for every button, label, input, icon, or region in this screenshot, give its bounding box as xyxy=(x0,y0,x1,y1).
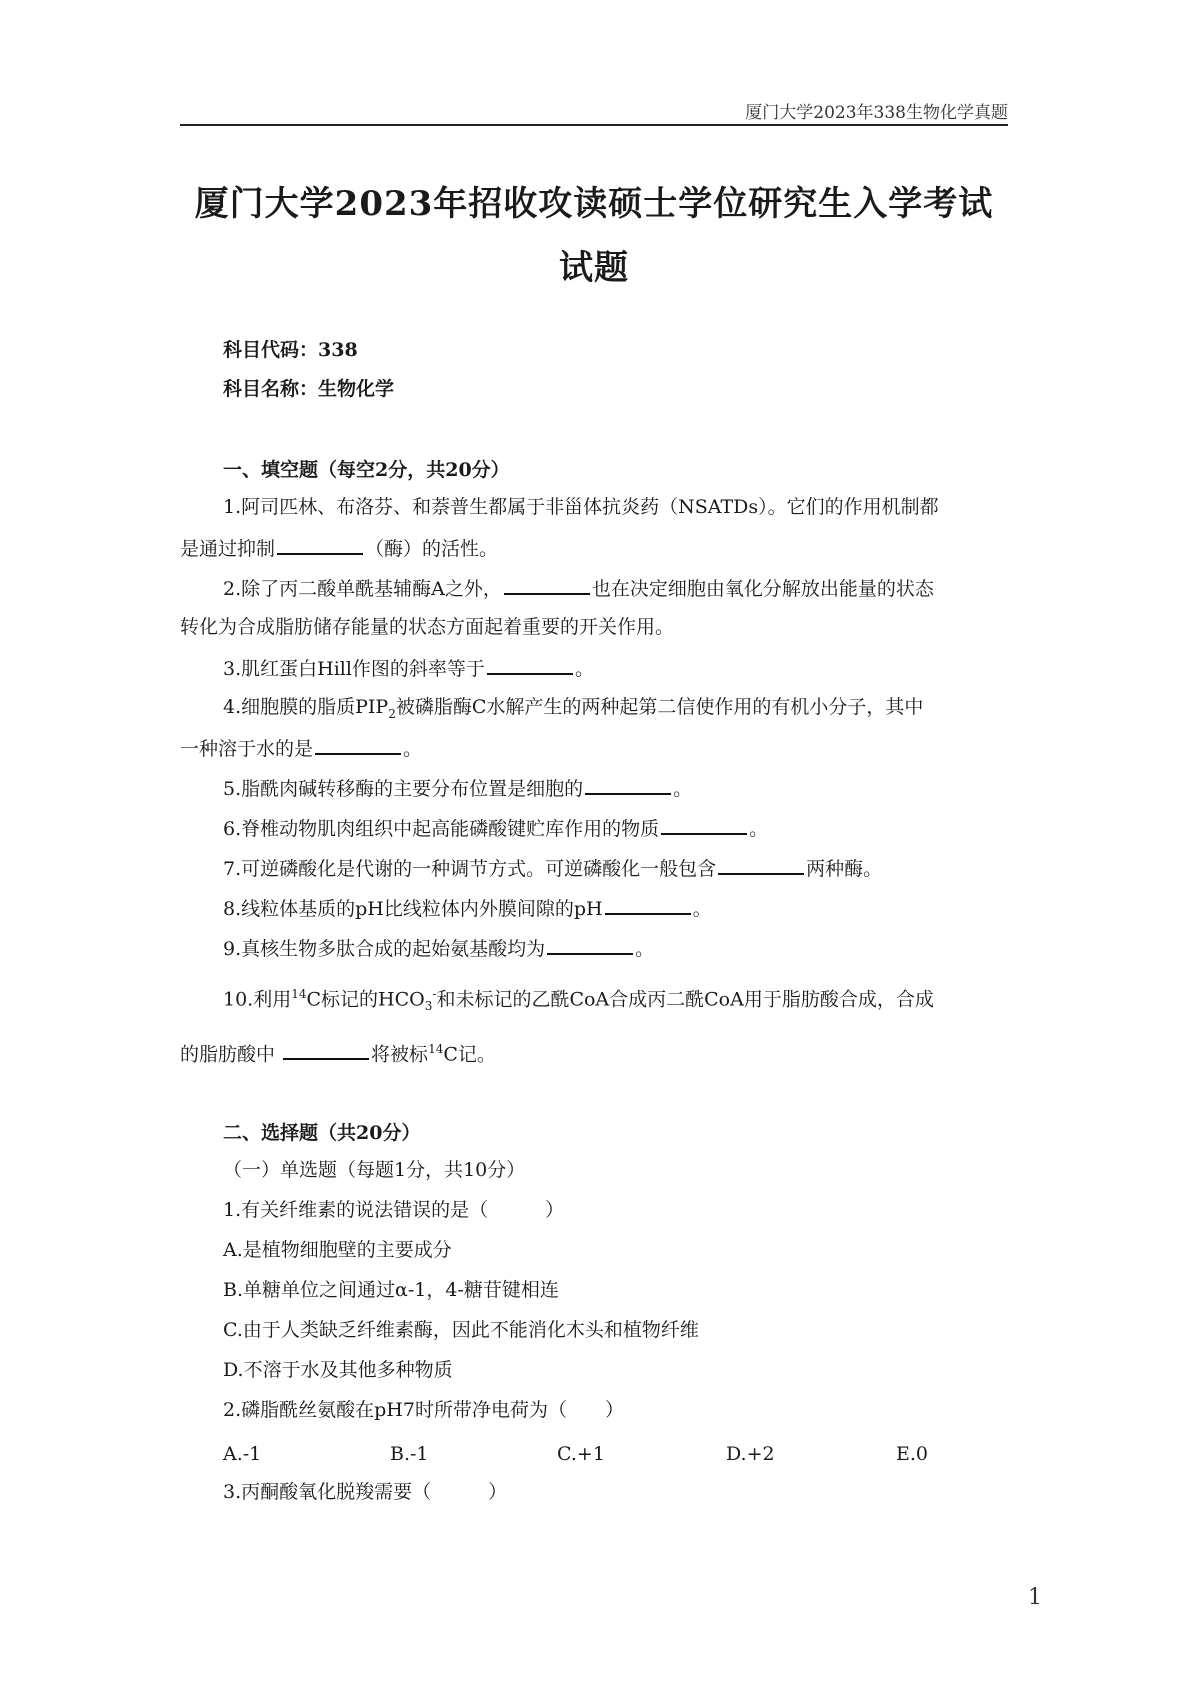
title-line-1: 厦门大学2023年招收攻读硕士学位研究生入学考试 xyxy=(194,184,994,224)
answer-blank xyxy=(547,935,633,955)
answer-blank xyxy=(487,655,573,675)
text: 。 xyxy=(635,938,655,960)
fill-q5 xyxy=(223,775,692,801)
exam-title xyxy=(150,172,1038,300)
text: 将被标 xyxy=(371,1043,429,1066)
text: 6.脊椎动物肌肉组织中起高能磷酸键贮库作用的物质 xyxy=(223,818,660,840)
subject-code: 科目代码：338 xyxy=(223,339,358,361)
fill-q9 xyxy=(223,935,654,961)
fill-q4-line2 xyxy=(180,735,422,761)
superscript: - xyxy=(432,987,437,1001)
text: 也在决定细胞由氧化分解放出能量的状态 xyxy=(591,578,934,600)
text: 。 xyxy=(574,658,594,680)
choice-q2-option-b: B.-1 xyxy=(390,1443,429,1465)
choice-q1-option-c: C.由于人类缺乏纤维素酶，因此不能消化木头和植物纤维 xyxy=(223,1319,699,1341)
text: 7.可逆磷酸化是代谢的一种调节方式。可逆磷酸化一般包含 xyxy=(223,858,717,880)
fill-q2-line1 xyxy=(223,575,934,601)
text: 是通过抑制 xyxy=(180,538,276,560)
fill-q8 xyxy=(223,895,712,921)
answer-blank xyxy=(718,855,804,875)
section-2-heading: 二、选择题（共20分） xyxy=(223,1122,421,1144)
text: 9.真核生物多肽合成的起始氨基酸均为 xyxy=(223,938,546,960)
section-1-heading: 一、填空题（每空2分，共20分） xyxy=(223,459,510,481)
choice-q2-option-a: A.-1 xyxy=(223,1443,262,1465)
text: C记。 xyxy=(443,1043,496,1066)
text: 。 xyxy=(403,738,423,760)
choice-q1-option-d: D.不溶于水及其他多种物质 xyxy=(223,1359,453,1381)
answer-blank xyxy=(605,895,691,915)
text: 一种溶于水的是 xyxy=(180,738,314,760)
header-rule xyxy=(180,124,1008,126)
choice-q3: 3.丙酮酸氧化脱羧需要（ ） xyxy=(223,1481,508,1503)
choice-q2-option-d: D.+2 xyxy=(726,1443,775,1465)
answer-blank xyxy=(315,735,401,755)
text: 两种酶。 xyxy=(806,858,883,880)
text: 10.利用 xyxy=(223,988,292,1011)
subject-name: 科目名称：生物化学 xyxy=(223,378,395,400)
text: 。 xyxy=(749,818,769,840)
fill-q4-line1 xyxy=(223,695,923,726)
text: （酶）的活性。 xyxy=(365,538,499,560)
fill-q2-line2: 转化为合成脂肪储存能量的状态方面起着重要的开关作用。 xyxy=(180,616,675,638)
fill-q10-line2 xyxy=(180,1037,496,1066)
answer-blank xyxy=(504,575,590,595)
fill-q1-line2 xyxy=(180,535,498,561)
choice-q1-option-a: A.是植物细胞壁的主要成分 xyxy=(223,1239,452,1261)
text: C标记的HCO xyxy=(306,988,425,1011)
subscript: 2 xyxy=(388,706,396,721)
fill-q1-line1: 1.阿司匹林、布洛芬、和萘普生都属于非甾体抗炎药（NSATDs）。它们的作用机制都 xyxy=(223,496,939,518)
single-choice-subheading: （一）单选题（每题1分，共10分） xyxy=(223,1159,526,1181)
text: 的脂肪酸中 xyxy=(180,1043,282,1066)
answer-blank xyxy=(585,775,671,795)
text: 3.肌红蛋白Hill作图的斜率等于 xyxy=(223,658,485,680)
page-number: 1 xyxy=(1028,1585,1042,1610)
text: 8.线粒体基质的pH比线粒体内外膜间隙的pH xyxy=(223,898,603,920)
choice-q2: 2.磷脂酰丝氨酸在pH7时所带净电荷为（ ） xyxy=(223,1399,624,1421)
text: 4.细胞膜的脂质PIP xyxy=(223,696,389,718)
text: 。 xyxy=(673,778,693,800)
answer-blank xyxy=(283,1040,369,1060)
fill-q10-line1 xyxy=(223,982,934,1018)
choice-q2-option-c: C.+1 xyxy=(557,1443,605,1465)
answer-blank xyxy=(661,815,747,835)
running-header: 厦门大学2023年338生物化学真题 xyxy=(745,103,1008,123)
choice-q2-option-e: E.0 xyxy=(896,1443,928,1465)
title-line-2: 试题 xyxy=(559,248,629,288)
answer-blank xyxy=(277,535,363,555)
fill-q3 xyxy=(223,655,594,681)
text: 2.除了丙二酸单酰基辅酶A之外， xyxy=(223,578,502,600)
fill-q7 xyxy=(223,855,882,881)
text: 和未标记的乙酰CoA合成丙二酰CoA用于脂肪酸合成，合成 xyxy=(436,988,934,1011)
text: 。 xyxy=(692,898,712,920)
superscript: 14 xyxy=(291,987,307,1001)
superscript: 14 xyxy=(428,1042,444,1056)
choice-q1: 1.有关纤维素的说法错误的是（ ） xyxy=(223,1199,565,1221)
choice-q1-option-b: B.单糖单位之间通过α-1，4-糖苷键相连 xyxy=(223,1279,559,1301)
fill-q6 xyxy=(223,815,768,841)
subscript: 3 xyxy=(424,999,433,1014)
text: 5.脂酰肉碱转移酶的主要分布位置是细胞的 xyxy=(223,778,584,800)
text: 被磷脂酶C水解产生的两种起第二信使作用的有机小分子，其中 xyxy=(395,696,924,718)
